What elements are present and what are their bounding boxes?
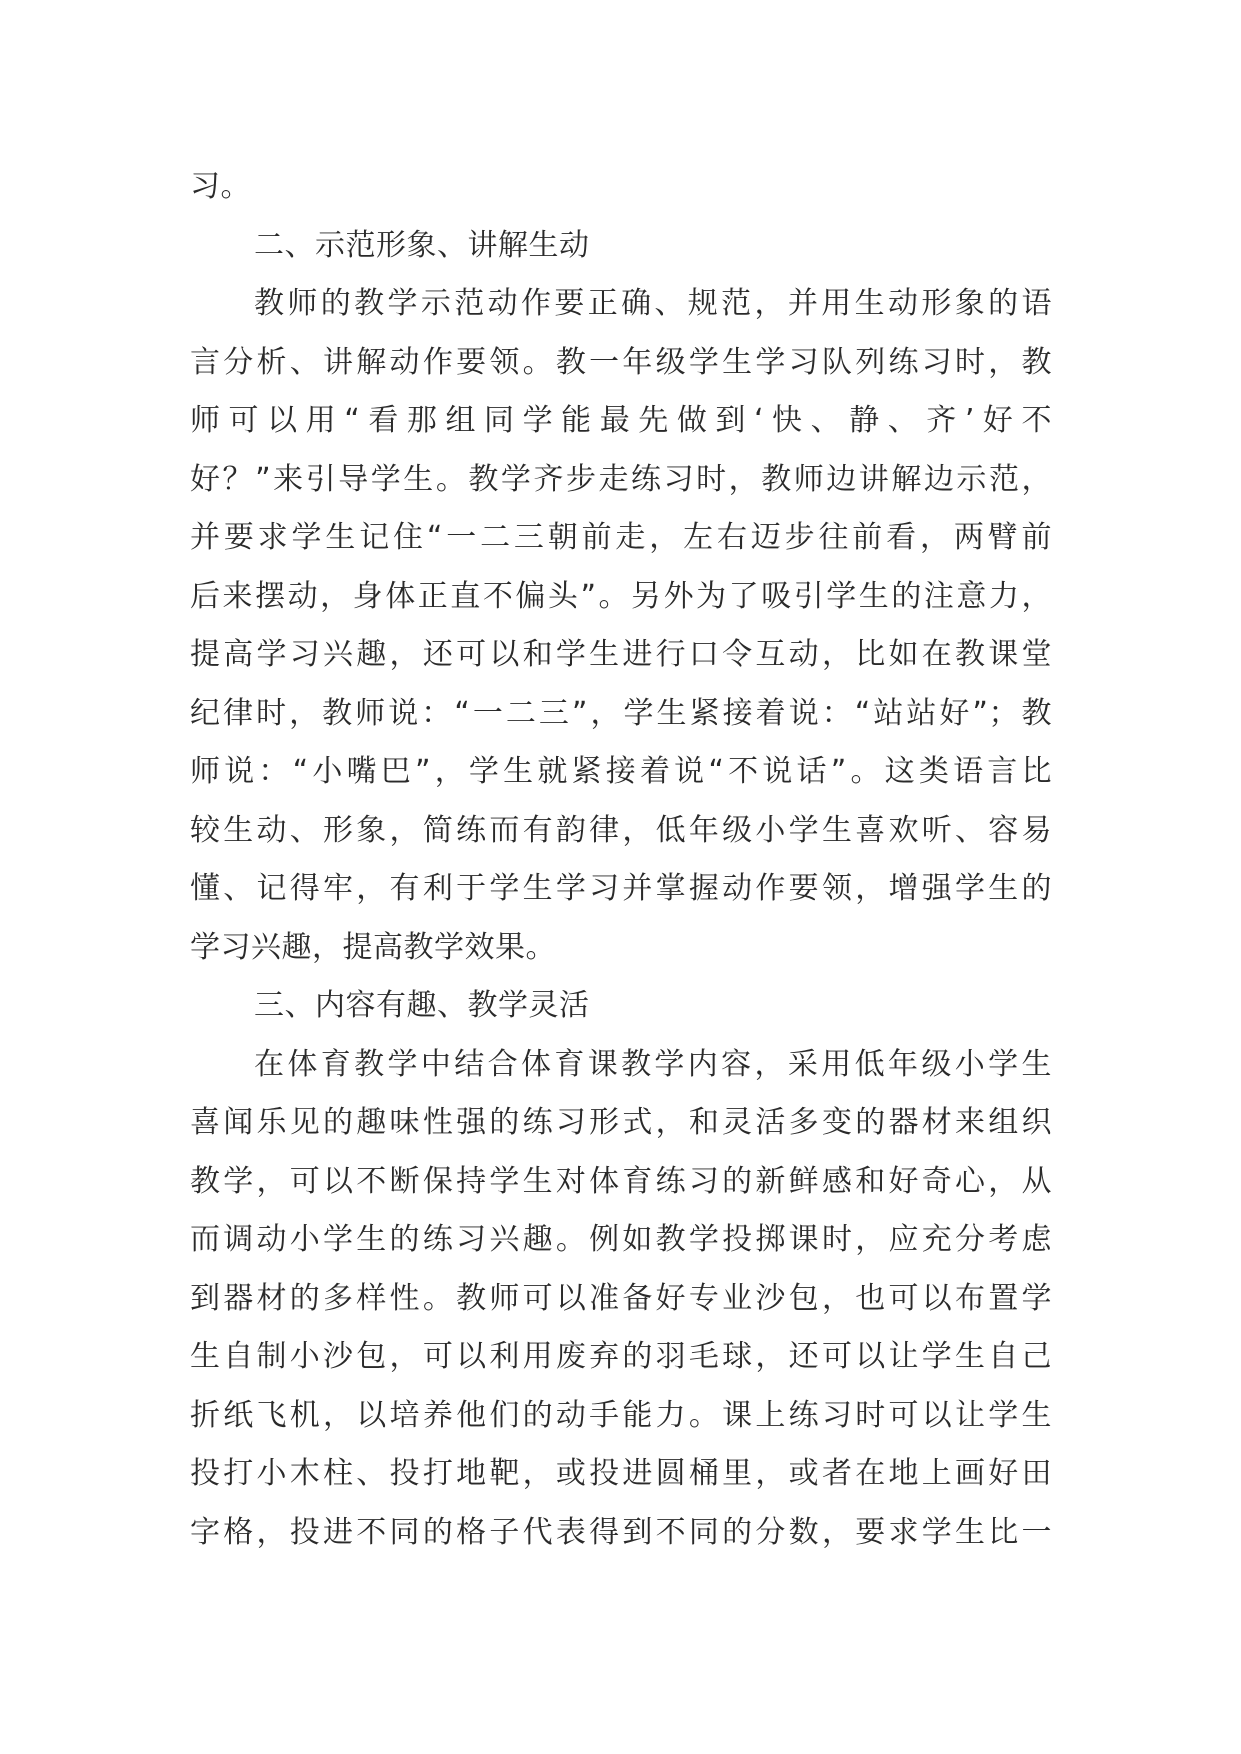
paragraph-line: 师说：“小嘴巴”，学生就紧接着说“不说话”。这类语言比	[190, 754, 1052, 789]
paragraph-line: 生自制小沙包，可以利用废弃的羽毛球，还可以让学生自己	[190, 1339, 1052, 1374]
paragraph-line: 教师的教学示范动作要正确、规范，并用生动形象的语	[254, 286, 1052, 321]
document-body	[190, 158, 1052, 1562]
paragraph-line: 而调动小学生的练习兴趣。例如教学投掷课时，应充分考虑	[190, 1222, 1052, 1257]
paragraph-line: 折纸飞机，以培养他们的动手能力。课上练习时可以让学生	[190, 1397, 1052, 1433]
paragraph-line: 后来摆动，身体正直不偏头”。另外为了吸引学生的注意力，	[190, 578, 1052, 614]
paragraph-line: 并要求学生记住“一二三朝前走，左右迈步往前看，两臂前	[190, 520, 1052, 555]
paragraph-line: 习。	[190, 169, 251, 204]
paragraph-line: 到器材的多样性。教师可以准备好专业沙包，也可以布置学	[190, 1280, 1052, 1316]
section-heading: 二、示范形象、讲解生动	[254, 227, 590, 263]
paragraph-line: 学习兴趣，提高教学效果。	[190, 929, 556, 965]
paragraph-line: 投打小木柱、投打地靶，或投进圆桶里，或者在地上画好田	[190, 1456, 1052, 1491]
paragraph-line: 喜闻乐见的趣味性强的练习形式，和灵活多变的器材来组织	[190, 1105, 1052, 1140]
paragraph-line: 好？”来引导学生。教学齐步走练习时，教师边讲解边示范，	[190, 461, 1052, 497]
paragraph-line: 师可以用“看那组同学能最先做到‘快、静、齐’好不	[190, 403, 1052, 438]
section-heading: 三、内容有趣、教学灵活	[254, 988, 590, 1023]
paragraph-line: 在体育教学中结合体育课教学内容，采用低年级小学生	[254, 1046, 1052, 1082]
paragraph-line: 言分析、讲解动作要领。教一年级学生学习队列练习时，教	[190, 344, 1052, 380]
paragraph-line: 教学，可以不断保持学生对体育练习的新鲜感和好奇心，从	[190, 1163, 1052, 1199]
paragraph-line: 纪律时，教师说：“一二三”，学生紧接着说：“站站好”；教	[190, 695, 1052, 731]
paragraph-line: 懂、记得牢，有利于学生学习并掌握动作要领，增强学生的	[190, 871, 1052, 906]
paragraph-line: 较生动、形象，简练而有韵律，低年级小学生喜欢听、容易	[190, 812, 1052, 848]
paragraph-line: 字格，投进不同的格子代表得到不同的分数，要求学生比一	[190, 1514, 1052, 1550]
paragraph-line: 提高学习兴趣，还可以和学生进行口令互动，比如在教课堂	[190, 637, 1052, 672]
